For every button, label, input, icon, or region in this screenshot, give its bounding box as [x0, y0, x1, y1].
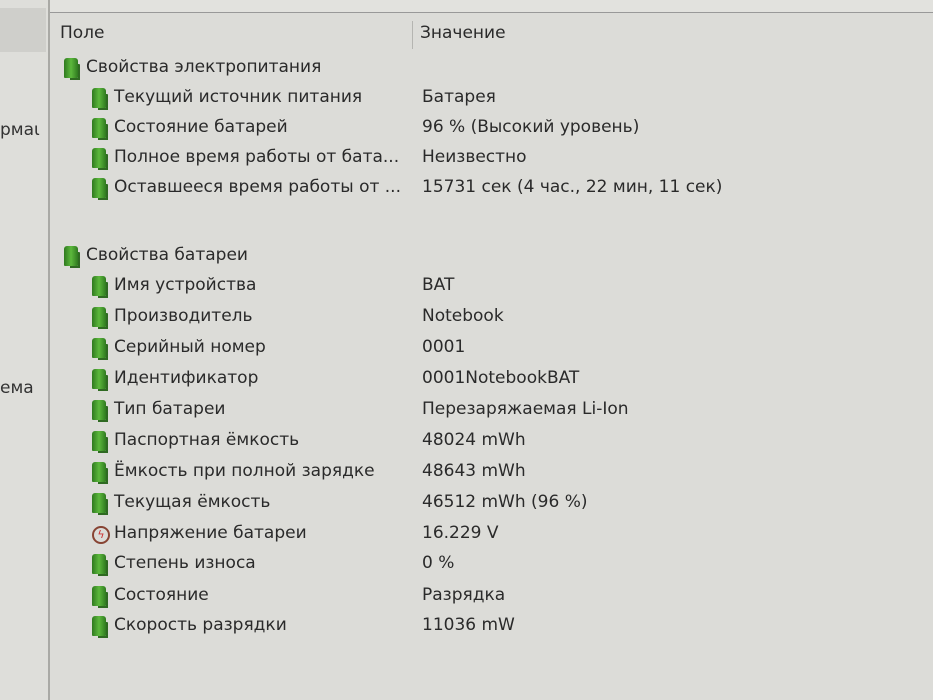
field-value: Разрядка — [422, 585, 506, 605]
sidebar-item[interactable]: ема — [0, 378, 34, 398]
battery-icon — [64, 58, 78, 78]
battery-icon — [92, 276, 106, 296]
group-title: Свойства батареи — [86, 245, 248, 265]
field-value: 48024 mWh — [422, 430, 526, 450]
battery-icon — [92, 554, 106, 574]
battery-icon — [92, 493, 106, 513]
group-header[interactable] — [50, 55, 933, 83]
field-value: Notebook — [422, 306, 504, 326]
field-name: Степень износа — [114, 553, 256, 573]
field-name: Ёмкость при полной зарядке — [114, 461, 375, 481]
list-item[interactable] — [50, 304, 933, 332]
sidebar-tree[interactable] — [0, 0, 50, 700]
list-item[interactable] — [50, 521, 933, 549]
field-value: 96 % (Высокий уровень) — [422, 117, 640, 137]
field-value: Батарея — [422, 87, 496, 107]
field-name: Идентификатор — [114, 368, 259, 388]
battery-icon — [92, 148, 106, 168]
battery-icon — [92, 338, 106, 358]
list-item[interactable] — [50, 175, 933, 203]
field-name: Паспортная ёмкость — [114, 430, 300, 450]
column-header-value[interactable]: Значение — [420, 23, 506, 43]
field-value: Перезаряжаемая Li-Ion — [422, 399, 629, 419]
battery-icon — [92, 400, 106, 420]
battery-icon — [92, 178, 106, 198]
field-value: BAT — [422, 275, 455, 295]
battery-icon — [92, 369, 106, 389]
field-value: 0 % — [422, 553, 455, 573]
group-title: Свойства электропитания — [86, 57, 322, 77]
field-value: 11036 mW — [422, 615, 515, 635]
field-name: Оставшееся время работы от ... — [114, 177, 401, 197]
battery-icon — [92, 307, 106, 327]
field-name: Производитель — [114, 306, 253, 326]
toolbar — [0, 0, 933, 13]
list-item[interactable] — [50, 85, 933, 113]
field-name: Текущая ёмкость — [114, 492, 271, 512]
field-value: 0001 — [422, 337, 466, 357]
field-value: 16.229 V — [422, 523, 499, 543]
list-item[interactable] — [50, 273, 933, 301]
battery-icon — [92, 118, 106, 138]
list-item[interactable] — [50, 459, 933, 487]
list-item[interactable] — [50, 366, 933, 394]
battery-icon — [92, 586, 106, 606]
list-item[interactable] — [50, 613, 933, 641]
field-name: Скорость разрядки — [114, 615, 287, 635]
battery-icon — [92, 88, 106, 108]
list-header — [50, 21, 933, 49]
group-header[interactable] — [50, 243, 933, 271]
details-list — [50, 13, 933, 700]
list-item[interactable] — [50, 551, 933, 579]
list-item[interactable] — [50, 490, 933, 518]
battery-icon — [92, 616, 106, 636]
voltage-icon: ϟ — [92, 526, 110, 544]
sidebar-item[interactable]: рмаι — [0, 120, 40, 140]
field-name: Имя устройства — [114, 275, 257, 295]
battery-icon — [64, 246, 78, 266]
field-name: Состояние батарей — [114, 117, 288, 137]
field-name: Серийный номер — [114, 337, 266, 357]
field-value: 15731 сек (4 час., 22 мин, 11 сек) — [422, 177, 723, 197]
field-name: Текущий источник питания — [114, 87, 363, 107]
field-value: 46512 mWh (96 %) — [422, 492, 588, 512]
list-item[interactable] — [50, 583, 933, 611]
battery-icon — [92, 462, 106, 482]
field-name: Полное время работы от бата... — [114, 147, 400, 167]
field-name: Напряжение батареи — [114, 523, 307, 543]
list-item[interactable] — [50, 428, 933, 456]
field-name: Состояние — [114, 585, 209, 605]
battery-icon — [92, 431, 106, 451]
column-header-field[interactable]: Поле — [60, 23, 105, 43]
field-name: Тип батареи — [114, 399, 226, 419]
list-item[interactable] — [50, 335, 933, 363]
list-item[interactable] — [50, 115, 933, 143]
sidebar-selected-item[interactable] — [0, 8, 46, 52]
field-value: 48643 mWh — [422, 461, 526, 481]
column-divider[interactable] — [412, 21, 413, 49]
field-value: Неизвестно — [422, 147, 527, 167]
list-item[interactable] — [50, 397, 933, 425]
list-item[interactable] — [50, 145, 933, 173]
field-value: 0001NotebookBAT — [422, 368, 580, 388]
